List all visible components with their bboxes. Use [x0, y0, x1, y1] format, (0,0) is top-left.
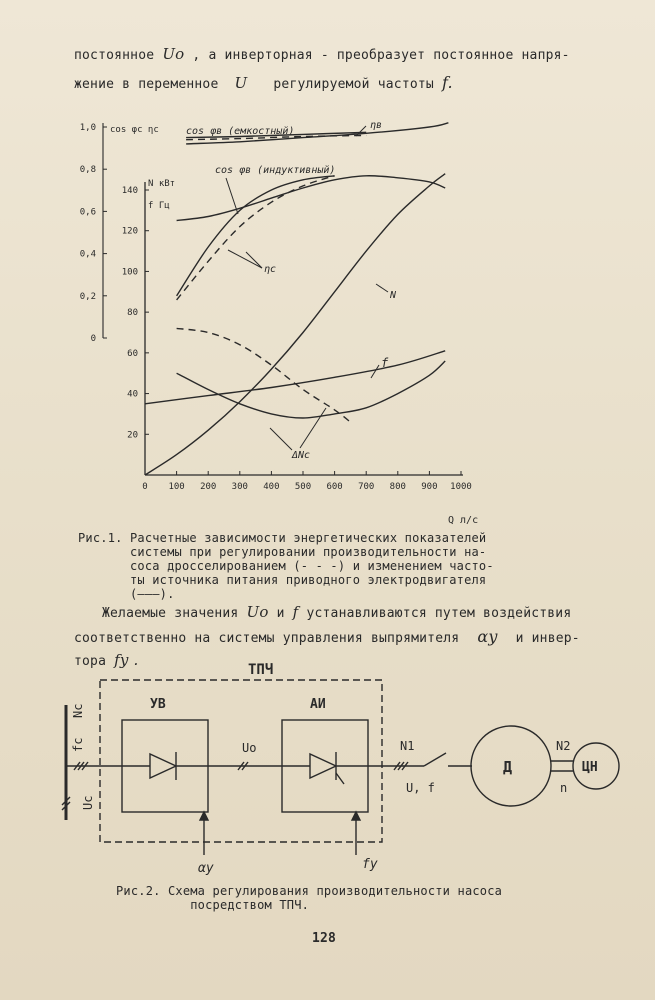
annotation-delta-Nc-leader-1: [270, 428, 292, 450]
annotation-eta-c: ηc: [264, 264, 277, 275]
annotation-cos-ind-leader: [226, 178, 238, 214]
figure-1-caption: Рис.1. Расчетные зависимости энергетических показателей системы при регулировании производительности на- соса дросселированием (- - -) и изменением часто- ты источника питания приводного электродвигателя (———).: [78, 531, 494, 601]
series-line-7: [145, 351, 445, 404]
annotation-delta-Nc-leader-2: [300, 408, 326, 448]
paragraph-line-2: жение в переменное U регулируемой частоты f.: [74, 73, 453, 92]
left-y-tick-label: 0,2: [79, 291, 96, 302]
fy-arrow-icon: [352, 812, 360, 820]
symbol-U: U: [234, 74, 248, 92]
annotation-eta-c-leader-1: [228, 250, 262, 268]
label-N1: N1: [400, 739, 415, 753]
symbol-Uo: Uo: [162, 45, 185, 63]
annotation-f: f: [381, 356, 389, 370]
main-y-tick-label: 20: [127, 430, 138, 441]
annotation-eta-v: ηв: [370, 120, 383, 131]
label-Uc: Uc: [81, 795, 95, 810]
paragraph-line-1: постоянное Uo , а инверторная - преобразует постоянное напря-: [74, 45, 570, 63]
page-number: 128: [312, 931, 337, 946]
symbol-Uo-2: Uo: [246, 603, 269, 621]
annotation-cos-ind: cos φв (индуктивный): [215, 165, 336, 176]
label-Uo: Uo: [242, 741, 257, 755]
annotation-f-leader: [371, 365, 379, 378]
main-y-tick-label: 100: [121, 267, 138, 278]
x-tick-label: 1000: [450, 482, 472, 492]
label-N2: N2: [556, 739, 571, 753]
left-y-tick-label: 1,0: [79, 123, 96, 133]
figure-2-caption: Рис.2. Схема регулирования производительности насоса посредством ТПЧ.: [116, 884, 503, 912]
figure-2-diagram: [0, 660, 655, 880]
symbol-f-2: f: [292, 603, 299, 621]
main-y-tick-label: 140: [121, 186, 138, 196]
label-fc: fc: [71, 737, 85, 752]
annotation-delta-Nc: ΔNc: [292, 450, 311, 461]
uv-label: УВ: [150, 697, 166, 712]
left-y-tick-label: 0,4: [79, 249, 96, 260]
paragraph-2-line-3: тора fy .: [74, 651, 139, 669]
x-axis-label: Q л/с: [448, 515, 479, 526]
series-line-9: [177, 328, 351, 422]
x-tick-label: 700: [358, 482, 375, 492]
left-y-tick-label: 0,8: [79, 165, 96, 176]
x-tick-label: 0: [142, 482, 148, 492]
ai-label: АИ: [310, 697, 326, 712]
annotation-N-leader: [376, 284, 388, 292]
motor-label: Д: [503, 758, 513, 776]
x-tick-label: 800: [389, 482, 406, 492]
x-tick-label: 900: [421, 482, 438, 492]
annotation-eta-c-leader-2: [246, 252, 262, 268]
series-line-4: [177, 176, 335, 296]
symbol-fy: fy .: [114, 651, 139, 669]
hatch-marks: [62, 762, 408, 810]
main-y-tick-label: 120: [121, 226, 138, 237]
annotation-N: N: [390, 290, 397, 301]
main-axis-label-f: f Гц: [148, 201, 170, 211]
inverter-thyristor-icon: [282, 752, 368, 784]
symbol-alpha-y: αy: [477, 627, 498, 646]
x-tick-label: 200: [200, 482, 217, 492]
annotation-cos-cap: cos φв (емкостный): [186, 126, 295, 137]
main-y-tick-label: 40: [127, 389, 138, 400]
tpch-title: ТПЧ: [248, 662, 274, 678]
rectifier-diode-icon: [122, 752, 208, 780]
pump-label: ЦН: [582, 760, 598, 775]
x-tick-label: 600: [326, 482, 343, 492]
left-y-tick-label: 0: [90, 334, 96, 344]
tpch-dashed-box: [100, 680, 382, 842]
alpha-y-arrow-icon: [200, 812, 208, 820]
symbol-f: f.: [441, 73, 453, 92]
x-tick-label: 400: [263, 482, 280, 492]
left-axis-label: cos φc ηc: [110, 125, 159, 135]
series-line-8: [177, 361, 446, 418]
label-Uf: U, f: [406, 781, 435, 795]
annotation-eta-v-leader: [356, 126, 366, 136]
paragraph-2-line-2: соответственно на системы управления выпрямителя αy и инвер-: [74, 627, 580, 646]
label-fy: fy: [362, 857, 378, 872]
left-y-tick-label: 0,6: [79, 207, 96, 218]
main-y-tick-label: 80: [127, 308, 138, 319]
paragraph-2-line-1: Желаемые значения Uo и f устанавливаются путем воздействия: [102, 603, 572, 621]
x-tick-label: 300: [231, 482, 248, 492]
label-n: n: [560, 781, 568, 795]
x-tick-label: 500: [294, 482, 312, 492]
label-Nc: Nc: [71, 703, 85, 718]
series-line-5: [177, 176, 335, 300]
label-alpha-y: αy: [198, 861, 214, 876]
x-tick-label: 100: [168, 482, 185, 492]
switch-contact: [424, 753, 446, 766]
main-axis-label-N: N кВт: [148, 179, 176, 189]
main-y-tick-label: 60: [127, 348, 138, 359]
